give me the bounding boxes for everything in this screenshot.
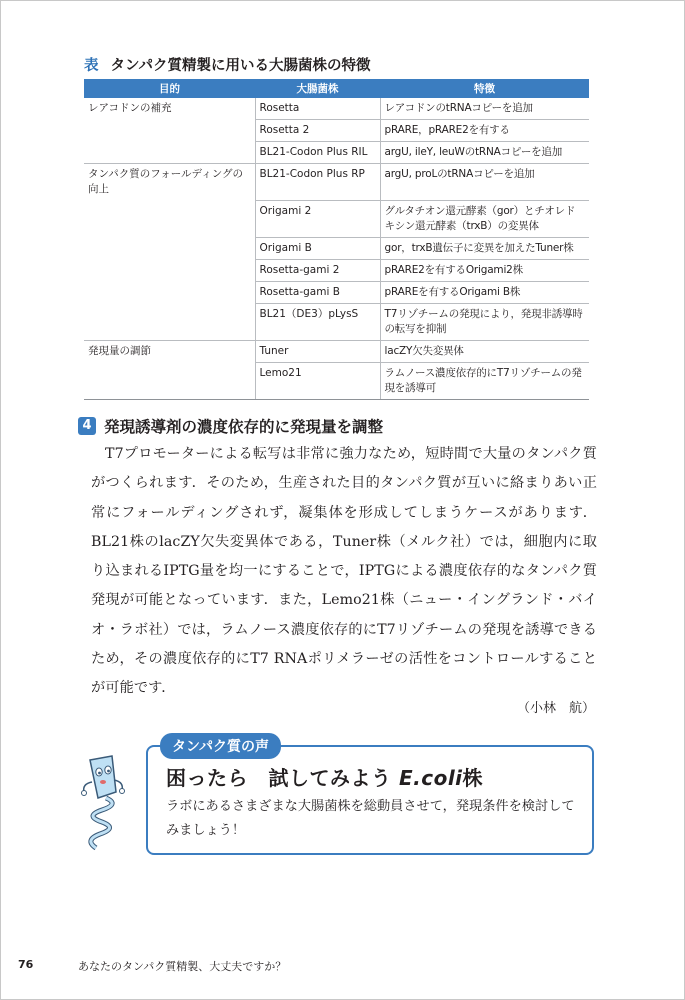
feature-cell: argU, proLのtRNAコピーを追加	[380, 164, 589, 201]
section-heading	[78, 415, 383, 437]
table-row	[84, 303, 589, 340]
purpose-cell	[84, 259, 255, 281]
running-title: あなたのタンパク質精製、大丈夫ですか？	[78, 960, 287, 973]
voice-title-organism: E.coli	[398, 766, 463, 790]
purpose-cell	[84, 142, 255, 164]
strain-cell: Rosetta	[255, 98, 380, 120]
purpose-cell: レアコドンの補充	[88, 102, 172, 114]
table-row	[84, 259, 589, 281]
strain-cell: Tuner	[255, 340, 380, 362]
section-body: T7プロモーターによる転写は非常に強力なため，短時間で大量のタンパク質がつくられます．そのため，生産された目的タンパク質が互いに絡まりあい正常にフォールディングされず，凝集体を形成してしまうケースがあります．BL21株のlacZY欠失変異体である，Tuner株（メルク社）では，細胞内に取り込まれるIPTG量を均一にすることで，IPTGによる濃度依存的なタンパク質発現が可能となっています．また，Lemo21株（ニュー・イングランド・バイオ・ラボ社）では，ラムノース濃度依存的にT7リゾチームの発現を誘導できるため，その濃度依存的にT7 RNAポリメラーゼの活性をコントロールすることが可能です．	[91, 446, 597, 697]
protein-voice-tag: タンパク質の声	[160, 733, 281, 759]
purpose-cell	[84, 281, 255, 303]
table-title	[84, 54, 370, 75]
feature-cell: レアコドンのtRNAコピーを追加	[380, 98, 589, 120]
feature-cell: T7リゾチームの発現により，発現非誘導時の転写を抑制	[380, 303, 589, 340]
table-label: 表	[84, 58, 99, 74]
feature-cell: argU, ileY, leuWのtRNAコピーを追加	[380, 142, 589, 164]
section-title: 発現誘導剤の濃度依存的に発現量を調整	[104, 418, 384, 436]
table-header-row	[84, 79, 589, 98]
section-number: 4	[78, 417, 96, 435]
purpose-cell: 発現量の調節	[88, 344, 151, 357]
strain-cell: Rosetta-gami 2	[255, 259, 380, 281]
feature-cell: グルタチオン還元酵素（gor）とチオレドキシン還元酵素（trxB）の変異体	[380, 200, 589, 237]
table-row	[84, 362, 589, 399]
purpose-cell	[84, 303, 255, 340]
strain-table	[84, 79, 589, 400]
table-row	[84, 120, 589, 142]
protein-voice-title	[166, 762, 483, 791]
purpose-cell	[84, 237, 255, 259]
page-number: 76	[18, 958, 34, 971]
author-credit: （小林 航）	[516, 701, 595, 716]
strain-cell: Lemo21	[255, 362, 380, 399]
purpose-cell	[84, 120, 255, 142]
table-row	[84, 281, 589, 303]
strain-cell: BL21（DE3）pLysS	[255, 303, 380, 340]
table-title-text: タンパク質精製に用いる大腸菌株の特徴	[110, 58, 371, 74]
table-row	[84, 142, 589, 164]
voice-title-prefix: 困ったら 試してみよう	[166, 766, 392, 790]
strain-cell: BL21-Codon Plus RIL	[255, 142, 380, 164]
header-purpose: 目的	[84, 79, 255, 98]
header-strain: 大腸菌株	[255, 79, 380, 98]
protein-voice-body: ラボにあるさまざまな大腸菌株を総動員させて，発現条件を検討してみましょう！	[166, 799, 575, 838]
feature-cell: ラムノース濃度依存的にT7リゾチームの発現を誘導可	[380, 362, 589, 399]
feature-cell: pRARE，pRARE2を有する	[380, 120, 589, 142]
strain-cell: Rosetta 2	[255, 120, 380, 142]
protein-mascot-icon	[72, 752, 134, 852]
strain-cell: Origami 2	[255, 200, 380, 237]
table-row	[84, 237, 589, 259]
feature-cell: gor，trxB遺伝子に変異を加えたTuner株	[380, 237, 589, 259]
header-feature: 特徴	[380, 79, 589, 98]
purpose-cell	[84, 200, 255, 237]
table-row	[84, 200, 589, 237]
strain-cell: BL21-Codon Plus RP	[255, 164, 380, 201]
strain-cell: Origami B	[255, 237, 380, 259]
purpose-cell: タンパク質のフォールディングの向上	[88, 168, 243, 195]
feature-cell: pRARE2を有するOrigami2株	[380, 259, 589, 281]
strain-cell: Rosetta-gami B	[255, 281, 380, 303]
voice-title-suffix: 株	[462, 766, 484, 790]
table-row	[84, 164, 589, 201]
table-row	[84, 98, 589, 120]
feature-cell: pRAREを有するOrigami B株	[380, 281, 589, 303]
purpose-cell	[84, 362, 255, 399]
feature-cell: lacZY欠失変異体	[380, 340, 589, 362]
table-row	[84, 340, 589, 362]
